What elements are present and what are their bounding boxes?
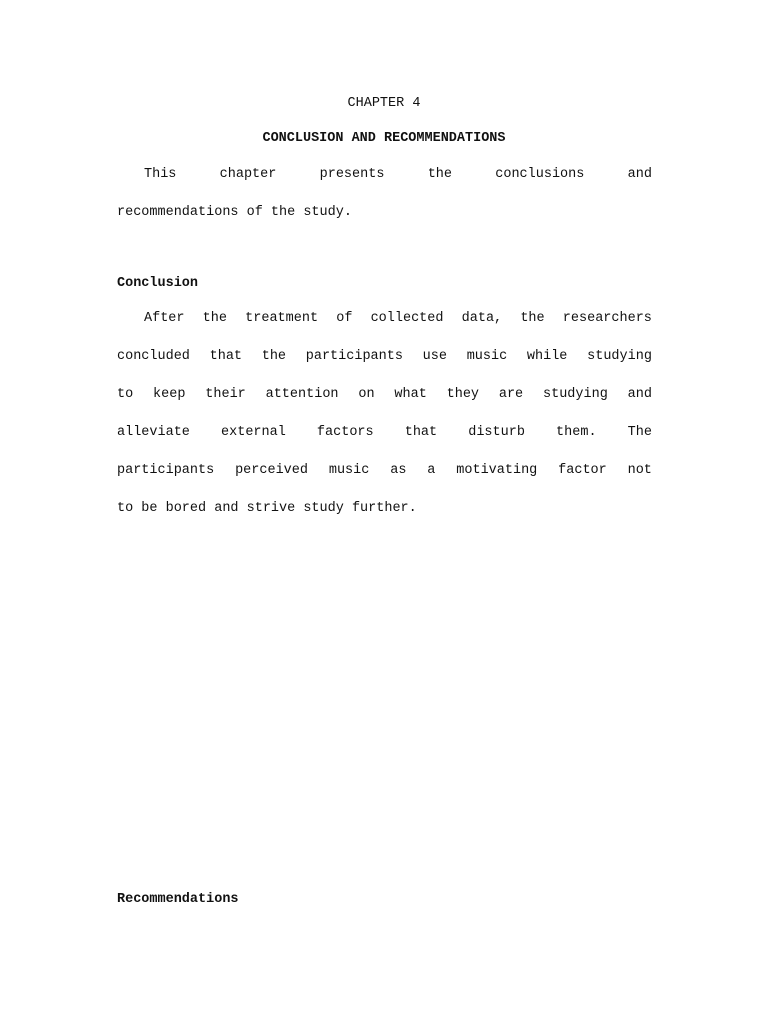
- intro-paragraph: [117, 167, 652, 243]
- word: to: [117, 387, 134, 402]
- word: the: [427, 167, 452, 182]
- word: are: [498, 387, 524, 402]
- word: This: [144, 167, 177, 182]
- word: music: [328, 463, 370, 478]
- word: attention: [265, 387, 339, 402]
- word: that: [404, 425, 438, 440]
- conclusion-line-2: [117, 349, 652, 387]
- word: disturb: [468, 425, 525, 440]
- word: external: [221, 425, 286, 440]
- chapter-number: CHAPTER 4: [347, 96, 421, 111]
- word: not: [627, 463, 652, 478]
- conclusion-heading: Conclusion: [117, 276, 199, 291]
- word: that: [209, 349, 243, 364]
- word: data,: [461, 311, 503, 326]
- word: treatment: [245, 311, 319, 326]
- conclusion-line-3: [117, 387, 652, 425]
- conclusion-line-4: [117, 425, 652, 463]
- word: them.: [556, 425, 597, 440]
- word: their: [205, 387, 246, 402]
- word: on: [358, 387, 375, 402]
- word: factors: [316, 425, 374, 440]
- word: presents: [319, 167, 385, 182]
- word: alleviate: [117, 425, 190, 440]
- word: as: [390, 463, 407, 478]
- word: studying: [587, 349, 652, 364]
- word: After: [144, 311, 185, 326]
- conclusion-line-1: [117, 311, 652, 349]
- intro-line-2: recommendations of the study.: [117, 205, 352, 220]
- word: studying: [543, 387, 608, 402]
- conclusion-paragraph: [117, 311, 652, 539]
- word: and: [627, 387, 652, 402]
- intro-line-1: [117, 167, 652, 205]
- word: they: [446, 387, 480, 402]
- word: a: [427, 463, 436, 478]
- word: the: [202, 311, 227, 326]
- word: chapter: [219, 167, 277, 182]
- word: concluded: [117, 349, 190, 364]
- word: motivating: [456, 463, 538, 478]
- word: music: [466, 349, 508, 364]
- word: participants: [117, 463, 215, 478]
- word: what: [394, 387, 427, 402]
- word: The: [627, 425, 652, 440]
- conclusion-line-6: to be bored and strive study further.: [117, 501, 417, 516]
- word: of: [336, 311, 353, 326]
- word: collected: [370, 311, 444, 326]
- recommendations-heading: Recommendations: [117, 892, 239, 907]
- word: the: [261, 349, 287, 364]
- word: factor: [558, 463, 607, 478]
- word: while: [526, 349, 568, 364]
- conclusion-line-5: [117, 463, 652, 501]
- word: conclusions: [495, 167, 585, 182]
- chapter-title: CONCLUSION AND RECOMMENDATIONS: [262, 131, 506, 146]
- word: researchers: [562, 311, 652, 326]
- word: keep: [153, 387, 186, 402]
- word: participants: [305, 349, 403, 364]
- word: and: [627, 167, 652, 182]
- word: the: [520, 311, 545, 326]
- word: use: [422, 349, 447, 364]
- word: perceived: [235, 463, 308, 478]
